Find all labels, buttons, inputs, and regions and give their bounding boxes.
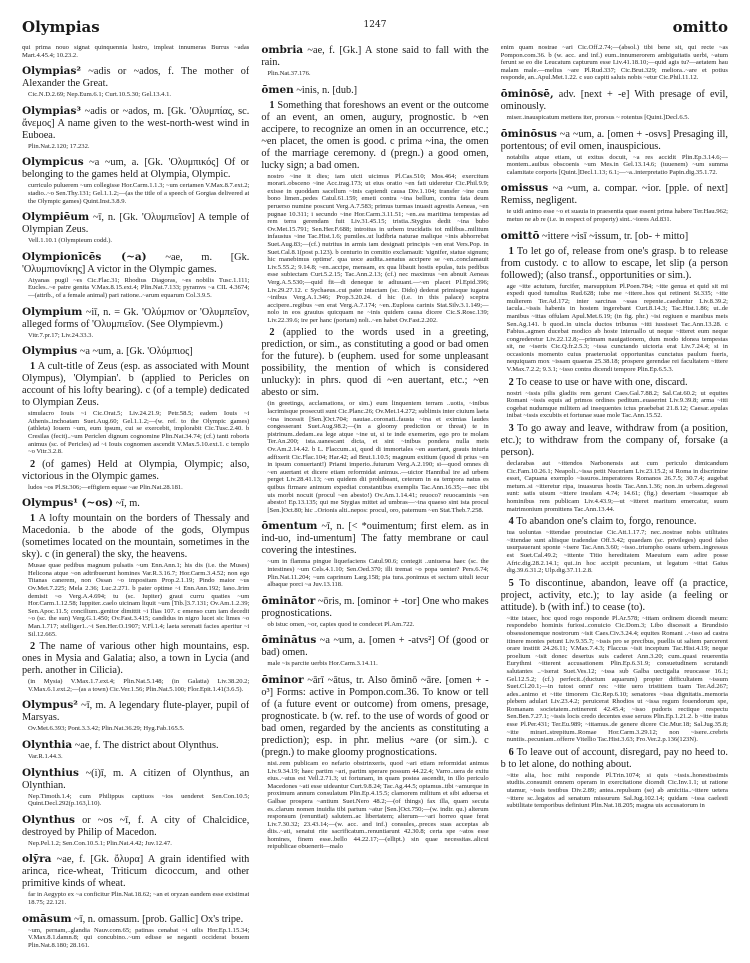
headword: olȳra: [22, 853, 52, 866]
entry-definition: [501, 182, 728, 207]
sense-number: 5: [508, 577, 514, 589]
sense-block: [501, 578, 728, 614]
sense-number: 2: [30, 641, 36, 653]
entry-definition: [22, 853, 249, 890]
sense-block: [22, 361, 249, 409]
citations: Plin.Nat.2.120; 17.232.: [28, 142, 90, 150]
entry-definition: [22, 767, 249, 792]
sense-number: 2: [30, 458, 36, 470]
sense-text: A cult-title of Zeus (esp. as associated with Mount Olympus), 'Olympian'. b (applied to Pericles on account of his lofty bearing). c (of a temple) dedicated to Olympian Zeus.: [22, 361, 250, 409]
entry-definition: [22, 739, 249, 752]
sense-citations: nostri ~issis pilis gladiis rem gerunt Caes.Gal.7.88.2; Sal.Cat.60.2; ut equites Romani ~issis equis ad primos ordines peditum..euaserint Liv.9.39.8; arma ~itti cogebat nudumque militem ad insequentes ictus praebebat 21.8.12; Caesar..epulas inibat ~issis excubiis et fortunae suae mole Tac.Ann.15.52.: [506, 389, 728, 420]
citations: notabilis atque etiam, ut exitus docuit, ~a res accidit Plin.Ep.3.14.6;—montem..auibus obscoenis ~um Mes.in Gel.13.14.6; (iuuenem) ~um summa calamitate corporis [Quint.]Decl.1.13; 6.1;—~a..interpretatio Papin.dig.35.1.72.: [506, 153, 728, 176]
dictionary-entry: [22, 251, 249, 300]
definition-text: ~ae, f. [Gk. ὄλυρα] A grain identified with arinca, rice-wheat, Triticum dicoccum, and other primitive kinds of wheat.: [22, 854, 250, 890]
entry-definition: [261, 520, 488, 557]
dictionary-entry: [501, 230, 728, 810]
sense-citations: declarabas aut ~ittendos Narbonensis aut cum periculo dimicandum Cic.Fam.10.26.1; Neapoli..~issa petit Nuceriam Liv.23.15.2; si Roma in discrimine esset, Capuana exemplo ~issuros..imperatores Romanos 26.7.5; 30.7.4; augebat metum..si ~itteretur ripa, inuasurus hostis Tac.Ann.1.36; non..in urbem..degressi sunt: satis uisum ~ittere insulam 4.74; 14.61; (fig.) desertam ~issamque ab hominibus rem publicam Liv.4.43.9;—ut ~itteret maritum emercatur, suum matrimonium promittens Tac.Ann.13.44.: [506, 460, 728, 513]
headword: Olympionīcēs (~a): [22, 250, 147, 263]
dictionary-entry: [22, 345, 249, 491]
sense-citations: ludos ~os Pl.St.306;—effigiem equae ~ae Plin.Nat.28.181.: [28, 483, 183, 491]
guide-word-left: Olympias: [22, 18, 100, 36]
headword: ōmentum: [261, 520, 318, 533]
citations: Ov.Met.6.393; Pont.3.3.42; Plin.Nat.36.29; Hyg.Fab.165.5.: [28, 725, 185, 733]
column-right: [501, 44, 728, 953]
citations: Vitr.7.pr.17; Liv.24.33.3.: [28, 331, 94, 339]
citations: ~um in flamma pingue liquefaciens Catul.90.6; contegit ..uniuersa haec (sc. the intestines) ~um Cels.4.1.10; Sen.Oed.370; illi tremat ~o popa uenter? Pers.6.74; Plin.Nat.11.204; ~um caprinum Larg.158; pia tura..ponimus et sectum uituli iecur albaque porci ~a Juv.13.118.: [267, 558, 489, 589]
sense-block: [22, 641, 249, 677]
definition-text: adv. [next + -e] With presage of evil, ominously.: [500, 88, 728, 112]
sense-number: 1: [269, 99, 275, 111]
headword: Olynthia: [22, 739, 73, 751]
dictionary-entry: [22, 65, 249, 99]
dictionary-entry: [22, 853, 249, 906]
headword: Olympus²: [22, 699, 78, 712]
sense-text: To go away and leave, withdraw from (a position, etc.); to withdraw from the company of, forsake (a person).: [500, 423, 728, 459]
entry-definition: [22, 211, 249, 236]
sense-text: To discontinue, abandon, leave off (a practice, project, activity, etc.); to lay aside (a feeling or attitude). b (with inf.) to cease (to).: [500, 577, 728, 613]
entry-definition: [501, 128, 728, 153]
headword: ōminor: [261, 673, 304, 686]
definition-text: ~ī, m.: [115, 498, 140, 510]
headword: Olympiēum: [22, 211, 90, 224]
sense-text: To cease to use or have with one, discard.: [516, 376, 688, 388]
definition-text: ~iī, n. = Gk. 'Ολύμπιον or 'Ολυμπεῖον, alleged forms of 'Ολυμπιεῖον. (See Olympievm.): [22, 306, 250, 330]
definition-text: ~ī, n. omassum. [prob. Gallic] Ox's tripe.: [74, 913, 244, 925]
dictionary-entry: [261, 674, 488, 851]
entry-definition: [261, 44, 488, 69]
citations: te uidi animo esse ~o et suauia in praesentia quae essent prima habere Ter.Hau.962; metuo ne ab re (i.e. in respect of property) sint..~iores Ad.831.: [506, 208, 728, 223]
dictionary-entry: [261, 520, 488, 588]
dictionary-entry: [261, 634, 488, 668]
citations: nisi..rem publicam eo nefario obstrinxeris, quod ~ari etiam reformidat animus Liv.9.34.19; haec partim ~ari, partim sperare possum 44.22.4; Varro..uera de exitu eius..~atus est Vell.2.71.3; ut fortunam, in quam postea ascendit, in illo periculo Macedones ~ati esse uideantur Curt.9.8.24; Tac.Ag.44.5; optamus..tibi ~amurque in proximum annum consulatum Plin.Ep.4.15.5; clamorem militum et sibi aduersa et Galbae prospera ~antium Suet.Nero 48.2;—(of things) fax illa, quam secuta es..clarum nomen inuidia tibi partum ~atur [Sen.]Oct.750;—(w. indir. qu.) alterum responsum (renuntiat) salutem..ac libertatem; alterum—~ari horreo quae ferat Liv.7.30.32; 23.43.14;—(w. acc. and inf.) consules,..preces suas acceptas ab diis..~ati, senatui rite sacrificatum..renuntiarunt 42.30.8; certa spe ~atos esse homines, finem esse..bello 44.22.17;—(ellipt.) sin quae necessitas..alicui reipublicae obuenerit—malo: [267, 759, 489, 851]
citations: Nep.Timoth.1.4; cum Philippus captiuos ~ios uenderet Sen.Con.10.5; Quint.Decl.292(p.163,l.10).: [28, 792, 250, 808]
definition-text: ~adis or ~ados, m. [Gk. 'Ολυμπίας, sc. ἄνεμος] A name given to the west-north-west wind in Euboea.: [22, 105, 250, 141]
entry-definition: [22, 251, 249, 276]
headword: Olynthius: [22, 766, 79, 779]
headword: ōminātus: [261, 634, 317, 647]
headword: ōminōsē,: [500, 87, 554, 100]
definition-text: or ~os ~ī, f. A city of Chalcidice, destroyed by Philip of Macedon.: [22, 814, 250, 838]
headword: omittō: [500, 229, 540, 242]
sense-text: To abandon one's claim to, forgo, renounce.: [516, 516, 697, 528]
headword: ombria: [261, 44, 304, 56]
entry-definition: [501, 88, 728, 113]
guide-word-right: omitto: [672, 18, 728, 36]
citations: Atyanas pugil ~es Cic.Flac.31; Rhodius Diagoras, ~es nobilis Tusc.1.111; Eucles..~e patre genita V.Max.8.15.ext.4; Plin.Nat.7.133; pyramvs ~a CIL 4.3674;—(attrib., of a female animal) pari ratione..~arum equarum Col.3.9.5.: [28, 276, 250, 299]
sense-text: (of games) Held at Olympia, Olympic; also, victorious in the Olympic games.: [22, 458, 250, 482]
sense-block: [501, 516, 728, 528]
headword: ōminōsus: [500, 127, 557, 140]
definition-text: ~ae, m. [Gk. 'Ολυμπιονίκης] A victor in the Olympic games.: [22, 251, 250, 275]
sense-number: 2: [508, 376, 514, 388]
dictionary-entry: [22, 767, 249, 808]
entry-definition: [22, 306, 249, 331]
entry-definition: [22, 913, 249, 926]
sense-citations: (in Mysia) V.Max.1.7.ext.4; Plin.Nat.5.148; (in Galatia) Liv.38.20.2; V.Max.6.1.ext.2;—(as a town) Cic.Ver.1.56; Plin.Nat.5.100; Flor.Epit.1.41(3.6.5).: [28, 678, 250, 693]
entry-definition: [22, 497, 249, 510]
definition-text: ~a ~um, a. [Gk. 'Ολύμπιος]: [79, 346, 193, 358]
headword: omissus: [500, 182, 549, 195]
entry-definition: [22, 814, 249, 839]
definition-text: ~(i)ī, m. A citizen of Olynthus, an Olynthian.: [22, 767, 250, 791]
citations: far in Aegypto ex ~a conficitur Plin.Nat.18.62; ~an et oryzan eandem esse existimat 18.75; 22.121.: [28, 891, 250, 906]
entry-definition: [22, 105, 249, 142]
sense-text: Something that foreshows an event or the outcome of an event, an omen, augury, prognostic. b ~en accipere, to recognize an omen in an occurrence, etc.; ~en placet, the omen is good. c prima ~ina, the omen of the marriage ceremony. d (pregn.) a good omen, lucky sign; a bad omen.: [261, 99, 489, 171]
page-number: 1247: [363, 20, 387, 30]
continued-citation: enim quam nostrae ~ari Cic.Off.2.74;—(absol.) tibi bene sit, qui recte ~as Pompon.com.36. b (w. acc. and inf.) eum..innumerorem ambiguitatis uerbi, ~atum ferunt se eo die Leucatum capturum esse Liv.41.18.10;—quid agis tu?—aetatem hau malam male.—melius ~are Pl.Rud.337; Cic.Brut.329; meliora..~are et potius responde, an..Apul.Met.1.22. c suo capiti saluis nobis ~etur Cic.Phil.11.12.: [500, 44, 728, 82]
definition-text: ~ārī ~ātus, tr. Also ōminō ~āre. [omen + -o³] Forms: active in Pompon.com.36. To know or tell of (a future event or outcome) from omens, presage, prognosticate. b (w. ref. to the use of words of good or bad omen, regarded by the ancients as constituting a prediction); esp. in phr. melius ~are (or sim.). c (pregn.) to make gloomy prognostications.: [261, 674, 489, 758]
sense-number: 3: [508, 423, 514, 435]
definition-text: ~a ~um, a. [omen + -osvs] Presaging ill, portentous; of evil omen, inauspicious.: [500, 128, 728, 152]
headword: omāsum: [22, 912, 72, 925]
citations: curriculo puluerem ~um collegisse Hor.Carm.1.1.3; ~um certamen V.Max.8.7.ext.2; stadio..~o Sen.Thy.131; Gel.1.1.2;—(as the title of a speech of Gorgias delivered at the Olympic games) Quint.Inst.3.8.9.: [28, 182, 250, 205]
definition-text: ~ī, n. [Gk. 'Ολυμπιεῖον] A temple of Olympian Zeus.: [22, 212, 250, 236]
sense-number: 6: [508, 746, 514, 758]
sense-number: 1: [30, 361, 36, 373]
definition-text: ~a ~um, a. [Gk. 'Ολυμπικός] Of or belonging to the games held at Olympia, Olympic.: [22, 157, 250, 181]
dictionary-entry: [22, 105, 249, 151]
definition-text: ~inis, n. [dub.]: [296, 84, 358, 96]
sense-block: [261, 100, 488, 172]
sense-block: [501, 246, 728, 282]
sense-text: To let go of, release from one's grasp. b to release from custody. c to allow to escape, let slip (a person followed); (also transf., opportunities or sim.).: [500, 245, 728, 281]
dictionary-entry: [22, 913, 249, 950]
citations: Cic.N.D.2.69; Nep.Eum.6.1; Curt.10.5.30; Gel.13.4.1.: [28, 91, 172, 99]
headword: Olympias²: [22, 65, 81, 78]
sense-text: The name of various other high mountains, esp. ones in Mysia and Galatia; also, a town in Lycia (and perh. another in Cilicia).: [22, 641, 250, 677]
headword: Olympicus: [22, 156, 84, 169]
dictionary-entry: [261, 44, 488, 78]
entry-definition: [22, 345, 249, 358]
sense-block: [261, 327, 488, 399]
dictionary-entry: [261, 595, 488, 629]
citations: male ~is parcite uerbis Hor.Carm.3.14.11.: [267, 660, 378, 668]
dictionary-entry: [22, 739, 249, 761]
entry-definition: [501, 230, 728, 243]
sense-citations: Musae quae pedibus magnum pulsatis ~um Enn.Ann.1; his dis (i.e. the Muses) Helicona atque ~on adtribuerunt homines Var.R.3.16.7; Hor.Carm.3.4.52; non ego Titanas canerem, non Ossan ~o impositam Prop.2.1.19; Pindo maior ~us Ov.Met.7.225; Mela 2.36; Luc.2.271. b pater optime ~i Enn.Ann.192; Iano..Irim demisit ~o Verg.A.4.694; tu (sc. Iupiter) graui curru quaties ~um Hor.Carm.1.12.58; Iuppiter..caelo uicinam liquit ~um [Tib.]3.7.131; Ov.Am.1.2.39; Sen.Apoc.11.5; concilium..genitor dimittit ~i Ilias 107. c emenso cum iam decedit ~o (sc. the sun) Verg.G.1.450; Ov.Fast.3.415; candidus in nigro lucet sic limes ~o Man.1.717; stelliger1..~i Sen.Her.O.1907; V.Fl.1.4; laeta serenati facies aperitur ~i Sil.12.665.: [28, 562, 250, 638]
dictionary-entry: [501, 182, 728, 223]
sense-citations: ~itte istaec, hoc quod rogo responde Pl.Ar.578; ~ittam ordinem dicendi meum: respondebo hominis furiosi..conuicio Cic.Dom.3; Libo discessit a Brundisio obsessionemque nostrorum ~isit Caes.Civ.3.24.4; equites Romani ..~isso ad castra itinere montes petunt Liv.9.35.7; ~issis pro se precibus, puellis ut saltem parcerent orare institit 24.26.11; V.Max.7.4.3; Flaccus ~isit inceptum Tac.Hist.4.19; neque proelium ~isit donec desertus suis caderet Ann.3.20; cum..quasi reuerentia Eurythmi ~itterent accusationem Plin.Ep.6.31.9; consuetudinem scrutandi salutantes ..~iserat Suet.Ves.12; ~issa sub Galba uectigalia reuocasse 16.1; Gel.12.5.2; (cf.) perfecit..(ductum aquarum) propter difficultatem ~issum Suet.Cl.20.1;—in tutost omni' res: ~itte uero tristitiem tuam Ter.Ad.267; ades..animo et ~itte timorem Cic.Rep.6.10; senatores ~issa dignitatis..memoria plebem adulari Liv.23.4.2; peruicerat Rhodios ut ~issa regum fouendorum spe, Romanam societatem..retinerent 42.45.4; ~isso pudoris rectique respectu Sen.Ben.7.27.1; ~issis locis credo decentes esse seruos Plin.Ep.1.21.2. b ~itte iratus esse Pl.Per.431; Ter.Eu.989; ~ittamus..de genere dicere Cic.Mur.18; Sal.Jug.35.8; ~itte mirari..strepitum..Romae Hor.Carm.3.29.12; non ~isere..crebris nuntiis..pecuniam..offerre Vitellio Tac.Hist.3.63; Fro.Ver.2.p.136(123N).: [506, 614, 728, 744]
headword: Olympium: [22, 305, 83, 318]
citations: Nep.Pel.1.2; Sen.Con.10.5.1; Plin.Nat.4.42; Juv.12.47.: [28, 839, 172, 847]
sense-citations: (in greetings, acclamations, or sim.) eum linquentem terram ..uotis, ~inibus lacrimisque prosecuti sunt Cic.Planc.26; Ov.Met.14.272; sublimis inter ciuium laeta ~ina incessit [Sen.]Oct.704; nautae..coronati..fausta ~ina et eximias laudes congesserant Suet.Aug.98.2;—(in a gloomy prediction or threat) te in pistrinum..dedam..ea lege atque ~ine ut, si te inde exemerim, ego pro te molam Ter.An.200; ista..uanescant dicta, et sint ~inibus pondera nulla meis Ov.Am.2.14.42. b L. Flaccum..si, quod di immortales ~en auertant, grauis iniuria adfixerit Cic.Flac.104; Har.42; ad Brut.1.10.5; magnum exitium (quod di prius ~en in ipsum conuertant!) Priami imperio..futurum Verg.A.2.190; si—quod omnes di ~en auertant et dicere etiam reformidat animus..—uictor Hannibal ire ad urbem perget Liv.28.41.13; ~en quidem dii prohibeant, ceterum in ea tempora natus es quibus firmare animum expediat constantibus exemplis Tac.Ann.16.35;—nec tibi uis morbi nocuit (procul ~en abesto!) Ov.Am.1.14.41; reuoco? reuocaminis ~en abesto! Ep.13.135; qui me Stygias mittet ad umbras—~ina quaeso sint ista procul [Sen.]Oct.80; hic ..Orionis alti..nepos: procul, oro, paternum ~en Stat.Theb.7.258.: [267, 400, 489, 514]
headword: Olympus¹ (~os): [22, 497, 114, 510]
sense-text: (applied to the words used in a greeting, prediction, or sim., as constituting a good or bad omen for the future). b (euphem. used for some unpleasant possibility, the mention of which is considered unlucky): in phrs. quod di ~en auertant, etc.; ~en abesto or sim.: [261, 327, 489, 399]
dictionary-entry: [261, 84, 488, 515]
sense-block: [22, 513, 249, 561]
definition-text: ~ōris, m. [ominor + -tor] One who makes prognostications.: [261, 595, 489, 619]
sense-block: [501, 377, 728, 389]
sense-citations: ~itte alia, hoc mihi responde Pl.Trin.1074; si quis ~issis..honestissimis studiis..consumit omnem operam in exercitatione dicendi Cic.Inv.1.1; ut ratione utamur, ~issis testibus Div.2.89; antea..repulsum (se) ab amicitia..~ittere uetera ~ittere sc..legatos ad senatum missurum Sal.Jug.102.14; quidam ~issa caelesti subtilitate temporibus definiunt Plin.Nat.18.205; magna uis accusatorum in: [506, 771, 728, 810]
sense-number: 2: [269, 327, 275, 339]
dictionary-entry: [22, 156, 249, 205]
sense-citations: tua uoluntas ~ittendae prouinciae Cic.Att.1.17.7; nec..nostrae nobis utilitates ~ittendae sunt aliisque tradendae Off.3.42; quaedam (sc. privileges) quod falso usurpauerant sponte ~isere Tac.Ann.3.60; ~isso..triumpho ouans urbem..ingressus est Suet.Cal.49.2; ~ittente Titio hereditatem Maeuium eam adire posse Afric.dig.28.2.14.1; qui..in hoc accipit pecuniam, ut legatum ~ittat Gaius dig.39.6.31.2; Ulp.dig.37.11.2.8.: [506, 529, 728, 575]
dictionary-entry: [22, 211, 249, 245]
sense-block: [501, 423, 728, 459]
continued-citation: qui prima nouo signat quinquennia lustro, impleat innumeras Burrus ~adas Mart.4.45.4; 10.23.2.: [22, 44, 250, 59]
dictionary-entry: [22, 497, 249, 693]
citations: Plin.Nat.37.176.: [267, 70, 311, 77]
sense-number: 4: [508, 516, 514, 528]
definition-text: ~ae, f. The district about Olynthus.: [74, 740, 219, 751]
entry-definition: [261, 595, 488, 620]
definition-text: ~a ~um, a. [omen + -atvs²] Of (good or bad) omen.: [261, 635, 489, 659]
dictionary-entry: [501, 128, 728, 177]
dictionary-entry: [501, 88, 728, 122]
dictionary-columns: [22, 44, 728, 953]
sense-text: A lofty mountain on the borders of Thessaly and Macedonia. b the abode of the gods, Olympus (sometimes located on the mountain, sometimes in the sky). c (in general) the sky, the heavens.: [22, 513, 250, 561]
headword: Olynthus: [22, 813, 75, 826]
dictionary-entry: [22, 814, 249, 848]
headword: ōminātor: [261, 594, 316, 607]
citations: miser..inauspicatum metiens iter, prorsus ~ rotentus [Quint.]Decl.6.5.: [506, 113, 690, 121]
sense-citations: nostro ~ine it dies; iam uicti uicimus Pl.Cas.510; Mos.464; exercitum morari..obsceno ~ine Acc.trag.173; ut eius oratio ~en fati uideretur Cic.Phil.9.9; exisse in quoddam sacellum ~inis capiendi causa Div.1.104; transfer ~ine cum bono limen..pedes Catul.61.159; emeti contra ~ina bellum, contra fata deum peruerso numine poscunt Verg.A.7.583; primus turmas inuasit agrestis Aeneas, ~en pugnae 10.311; i secundo ~ine Hor.Carm.3.11.51; ~en..ea maritima tempestas ad rem terra gerendam fuit Liv.31.45.15; tristia..Stygius dedit ~ina bubo Ov.Met.15.791; Sen.Her.F.688; introitus in urbem trucidatis tot milibus..militum infaustus ~ine Tac.Hist.1.6; pumiles..ut ludibria naturae malique ~inis abhorrebat Suet.Aug.83;—(cf.) nutritus in armis iam designati principis ~en erat Vers.Pop. in Suet.Cal.8.1(post p.123). b centurio in comitio exclamauit: 'signifer, statue signum; hic manebimus optime'. qua uoce audita..senatus accipere se ~en..conclamauit Liv.5.55.2; 9.14.8; ~en..accipe, mensam, ex qua libauit hostis epulas, tuis pedibus esse subiectam Curt.5.2.15; Tac.Ann.2.13; (cf.) nec maximus ~en abnuit Aeneas Verg.A.5.530;—quid fit—di deneque te adiuuant.—~en placet Pl.Epid.396; Liv.29.27.12. c Sychaeus..cui pater intactam (sc. Dido) dederat primisque iugarat ~inibus Verg.A.1.346; Prop.3.20.24. d hic (i.e. in this palace) sceptra accipere..regibus ~en erat Verg.A.7.174; ~en..Euploea carinis Stat.Silv.3.1.149;—nolo in eos grauius quicquam ne ~inis quidem causa dicere Cic.S.Rosc.139; Liv.22.39.6; ire per hanc (portam) noli..~en habet Ov.Fast.2.202.: [267, 172, 489, 324]
sense-number: 1: [30, 513, 36, 525]
citations: Vell.1.10.1 (Olympieum codd.).: [28, 237, 113, 245]
dictionary-entry: [22, 699, 249, 733]
sense-block: [501, 747, 728, 771]
dictionary-entry: [22, 306, 249, 340]
sense-citations: age ~itte actutum, furcifer, marsuppium Pl.Poen.784; ~itte genua et quid sit mi expedi quod tumultus Rud.628; iube me ~ittere..hos qui retinent St.335; ~itte mulierem Ter.Ad.172; inter sarcinas ~ssas repente..caeduntur Liv.8.39.2; iacula..~issis habenis in hostem ingerebant Curt.8.14.3; Tac.Hist.1.86; ut..de manibus ~ittas offulam Apul.Met.6.19; (in fig. phr.) ~isi regiuen e manibus meis Sen.Ag.141. b quod..in uincla ductos tribunus ~itti iussisset Tac.Ann.13.28. c Fabius..agmen ducebat modico ab hoste interuallo ut neque ~itteret eum neque congrederetur Liv.22.12.8;—primam nauigationem, dum modo idonea tempestas sit, ne ~iseris Cic.Q.fr.2.5.3; ~issa cunctando uictoria erat Liv.7.24.4; si in occasionis momento cuius praeteruolat opportunitas cunctatus paulum fueris, nequiquam mox ~issam quaeras 25.38.18; prospere gerendae rei facultatem ~ittere V.Max.7.2.2; 9.3.1; ~isso contra dicendi tempore Plin.Ep.6.5.3.: [506, 282, 728, 374]
definition-text: ~a ~um, a. compar. ~ior. [pple. of next] Remiss, negligent.: [500, 183, 728, 207]
sense-text: To leave out of account, disregard, pay no heed to. b to let alone, do nothing about.: [500, 746, 728, 770]
citations: ~um, pernam,..glandia Nauv.com.65; patinas cenabat ~i uilis Hor.Ep.1.15.34; V.Max.8.1.damn.8; qui concubino..~um edisse se neganti occiderat bouem Plin.Nat.8.180; 28.161.: [28, 926, 250, 949]
entry-definition: [22, 65, 249, 90]
sense-number: 1: [508, 245, 514, 257]
column-middle: [261, 44, 488, 953]
definition-text: ~ittere ~isī ~issum, tr. [ob- + mitto]: [542, 230, 689, 242]
sense-block: [22, 459, 249, 483]
column-left: [22, 44, 249, 953]
entry-definition: [261, 674, 488, 759]
headword: ōmen: [261, 83, 294, 96]
citations: Var.R.1.44.3.: [28, 753, 63, 760]
citations: ob istuc omen, ~or, capies quod te condecet Pl.Am.722.: [267, 620, 415, 628]
headword: Olympius: [22, 345, 78, 358]
definition-text: ~ī, n. [< *ouimentum; first elem. as in ind-uo, ind-umentum] The fatty membrane or caul covering the intestines.: [261, 521, 489, 557]
page-header: [22, 18, 728, 40]
entry-definition: [22, 699, 249, 724]
entry-definition: [22, 156, 249, 181]
headword: Olympias³: [22, 104, 81, 117]
definition-text: ~ae, f. [Gk.] A stone said to fall with the rain.: [261, 45, 489, 68]
sense-citations: simulacro Iouis ~i Cic.Orat.5; Liv.24.21.9; Petr.58.5; eadem Iouis ~i Athenis..inchoatam Suet.Aug.60; Gel.1.1.2;—(w. ref. to the Olympic games) (athleta) Iouem ~um, eum ipsum, cui se exercebit, implorabit Cic.Tusc.2.40. b Cresilas (fecit)..~um Periclen dignum cognomine Plin.Nat.34.74; (cf.) tanti roboris animus (sc. of Pericles) ad ~i Iouis cognomen ascendit V.Max.5.10.ext.1. c templo ~o Vitr.3.2.8.: [28, 410, 250, 456]
entry-definition: [261, 634, 488, 659]
definition-text: ~adis or ~ados, f. The mother of Alexander the Great.: [22, 66, 250, 90]
definition-text: ~ī, m. A legendary flute-player, pupil of Marsyas.: [22, 700, 250, 724]
entry-definition: [261, 84, 488, 97]
